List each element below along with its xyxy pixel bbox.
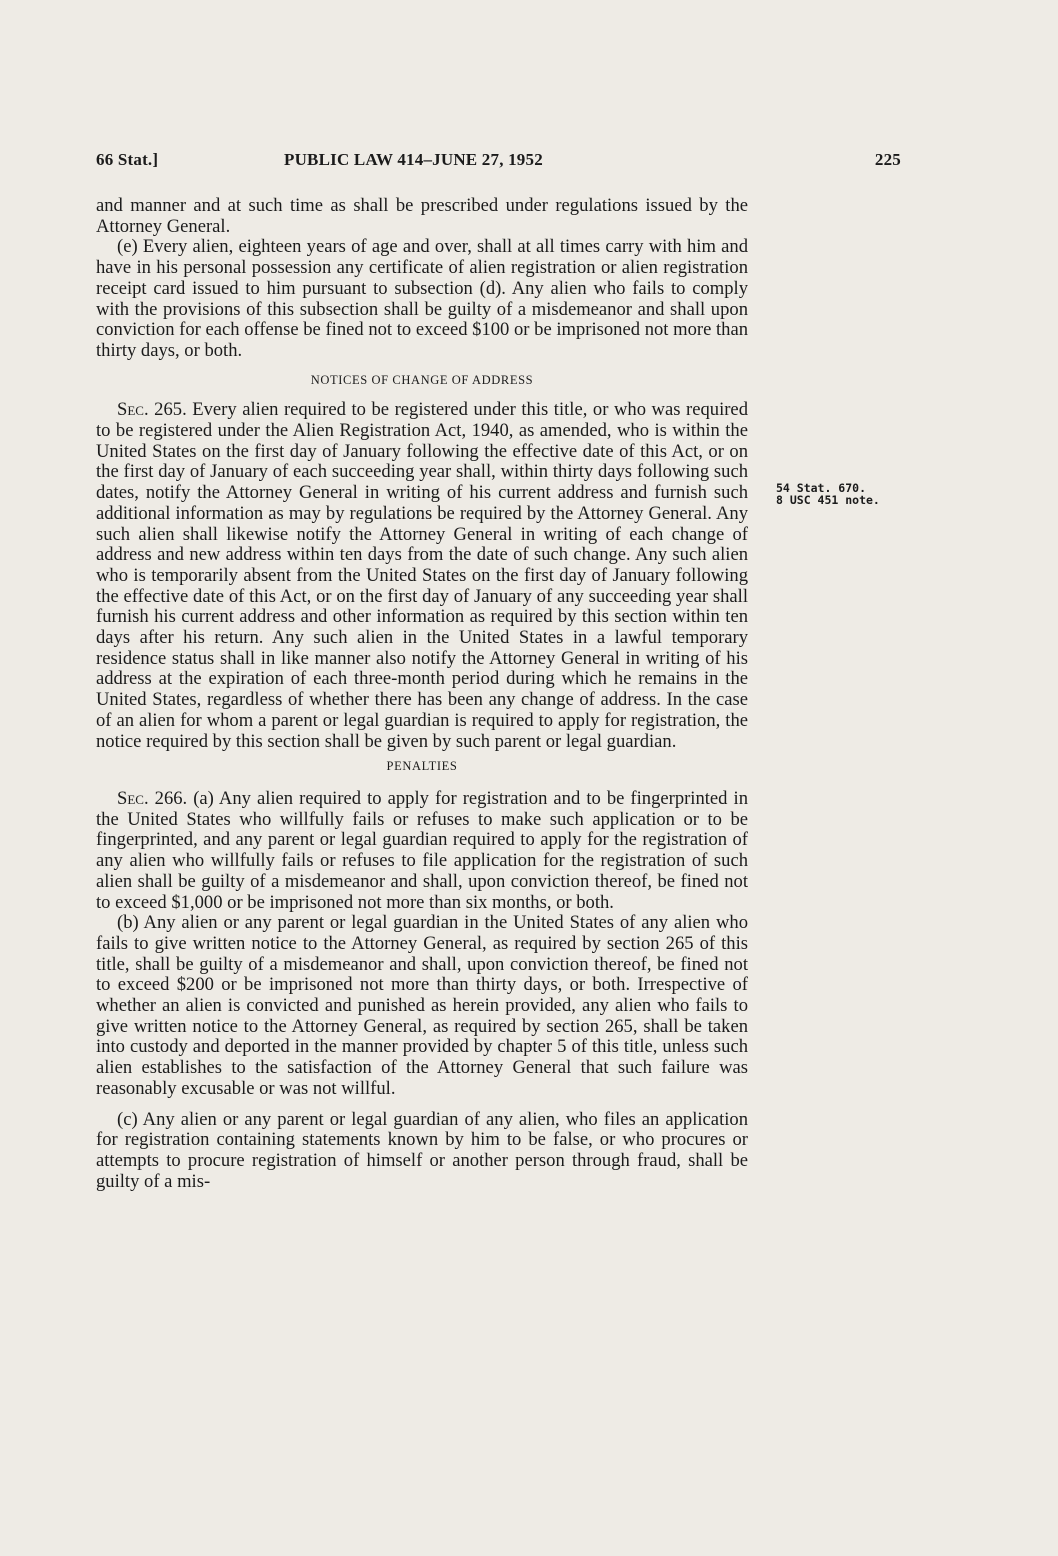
page-header <box>96 150 901 174</box>
paragraph-continuation: and manner and at such time as shall be prescribed under regulations issued by the Attorney General. <box>96 195 748 237</box>
page-number: 225 <box>874 150 901 169</box>
section-heading-penalties: PENALTIES <box>386 759 458 774</box>
paragraph-subsection-e: (e) Every alien, eighteen years of age and over, shall at all times carry with him and have in his personal possession any certificate of alien registration or alien registration receipt card issued to him pursuant to subsection (d). Any alien who fails to comply with the provisions of this subsection shall be guilty of a misdemeanor and shall upon conviction for each offense be fined not to exceed $100 or be imprisoned not more than thirty days, or both. <box>96 236 748 361</box>
paragraph-section-266a <box>96 789 748 913</box>
margin-note-line-2: 8 USC 451 note. <box>776 493 880 507</box>
page-title: PUBLIC LAW 414–JUNE 27, 1952 <box>284 150 543 169</box>
section-265-text: 265. Every alien required to be registered under this title, or who was required to be registered under the Alien Registration Act, 1940, as amended, who is within the United States on the first day of January following the effective date of this Act, or on the first day of January of each succeeding year shall, within thirty days following such dates, notify the Attorney General in writing of his current address and furnish such additional information as may by regulations be required by the Attorney General. Any such alien shall likewise notify the Attorney General in writing of each change of address and new address within ten days from the date of such change. Any such alien who is temporarily absent from the United States on the first day of January following the effective date of this Act, or on the first day of January of any succeeding year shall furnish his current address and other information as required by this section within ten days after his return. Any such alien in the United States in a lawful temporary residence status shall in like manner also notify the Attorney General in writing of his address at the expiration of each three-month period during which he remains in the United States, regardless of whether there has been any change of address. In the case of an alien for whom a parent or legal guardian is required to apply for registration, the notice required by this section shall be given by such parent or legal guardian. <box>96 399 748 752</box>
section-label: Sec. <box>117 399 149 421</box>
section-266a-text: 266. (a) Any alien required to apply for registration and to be fingerprinted in the United States who willfully fails or refuses to make such application or to be fingerprinted, and any parent or legal guardian required to apply for the registration of any alien who willfully fails or refuses to file application for the registration of such alien shall be guilty of a misdemeanor and shall, upon conviction thereof, be fined not to exceed $1,000 or be imprisoned not more than six months, or both. <box>96 787 748 913</box>
paragraph-section-265 <box>96 400 748 752</box>
paragraph-subsection-c: (c) Any alien or any parent or legal guardian of any alien, who files an application for registration containing statements known by him to be false, or who procures or attempts to procure registration of himself or another person through fraud, shall be guilty of a mis- <box>96 1108 748 1192</box>
volume-citation: 66 Stat.] <box>96 150 159 169</box>
section-label: Sec. <box>117 787 149 809</box>
paragraph-subsection-b: (b) Any alien or any parent or legal guardian in the United States of any alien who fails to give written notice to the Attorney General, as required by section 265 of this title, shall be guilty of a misdemeanor and shall, upon conviction thereof, be fined not to exceed $200 or be imprisoned not more than thirty days, or both. Irrespective of whether an alien is convicted and punished as herein provided, any alien who fails to give written notice to the Attorney General, as required by section 265, shall be taken into custody and deported in the manner provided by chapter 5 of this title, unless such alien establishes to the satisfaction of the Attorney General that such failure was reasonably excusable or was not willful. <box>96 912 748 1099</box>
margin-note-line-1: 54 Stat. 670. <box>776 481 867 495</box>
margin-citation-note <box>776 482 880 506</box>
main-text-column <box>96 196 748 1192</box>
section-heading-notices: NOTICES OF CHANGE OF ADDRESS <box>310 372 534 387</box>
